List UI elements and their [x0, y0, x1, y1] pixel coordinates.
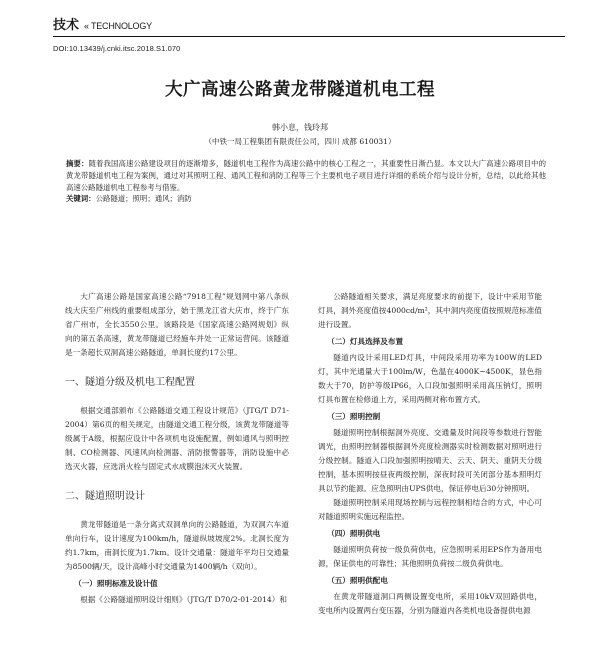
intro-paragraph: 大广高速公路是国家高速公路“7918工程”规划网中第八条纵线大庆至广州线的重要组成部分，始于黑龙江省大庆市，终于广东省广州市，全长3550公里。该路段是《国家高速公路网规划》纵向的第五条高速，黄龙带隧道已经施车并处一正常运营间。该隧道是一条超长双洞高速公路隧道，单洞长度约17公里。 — [65, 292, 289, 357]
body-column-right — [318, 290, 542, 618]
subsection-1-paragraph: 根据《公路隧道照明设计细则》（JTG/T D70/2-01-2014）和 — [80, 595, 287, 604]
subsection-5-paragraph: 在黄龙带隧道洞口两侧设置变电所，采用10kV双回路供电，变电所内设置两台变压器，分别为隧道内各类机电设备提供电源 — [318, 592, 542, 615]
subsection-heading-3: （三）照明控制 — [327, 412, 381, 421]
section-1-paragraph: 根据交通部颁布《公路隧道交通工程设计规范》（JTG/T D71-2004）第6页的相关规定，由隧道交通工程分级，该黄龙带隧道等级属于A级，根据应设计中各项机电设施配置，例如通风与照明控制、CO检测器、风速风向检测器、消防报警器等，消防设施中必选灭火器，应选消火栓与固定式水成膜泡沫灭火装置。 — [65, 406, 289, 471]
subsection-2-paragraph: 隧道内设计采用LED灯具，中间段采用功率为100W的LED灯，其中光通量大于100lm/W，色温在4000K~4500K，显色指数大于70，防护等级IP66，入口段加强照明采用高压钠灯，照明灯具布置在检修道上方，采用两侧对称布置方式。 — [318, 353, 542, 404]
doi[interactable]: DOI:10.13439/j.cnki.itsc.2018.S1.070 — [53, 44, 181, 53]
keywords-label: 关键词： — [66, 194, 96, 203]
subsection-heading-2: （二）灯具选择及布置 — [327, 337, 404, 346]
subsection-4-paragraph: 隧道照明负荷按一级负荷供电，应急照明采用EPS作为备用电源，保证供电的可靠性；其他照明负荷按二级负荷供电。 — [318, 545, 542, 568]
section-heading-1: 一、隧道分级及机电工程配置 — [65, 377, 195, 388]
keywords-text: 公路隧道；照明；通风；消防 — [95, 194, 192, 203]
subsection-3-paragraph: 隧道照明控制根据洞外亮度、交通量及时间段等参数进行智能调光，由照明控制器根据洞外亮度检测器实时检测数据对照明进行分级控制。隧道入口段加强照明按晴天、云天、阴天、重阴天分级控制，基本照明按昼夜两级控制，深夜时段可关闭部分基本照明灯具以节约能源。应急照明由UPS供电，保证停电后30分钟照明。 — [318, 428, 542, 493]
abstract-label: 摘要： — [66, 159, 89, 168]
header-rule — [53, 36, 565, 37]
subsection-heading-4: （四）照明供电 — [327, 529, 381, 538]
body-column-left — [65, 290, 289, 607]
abstract — [66, 158, 546, 194]
abstract-text: 随着我国高速公路建设项目的逐渐增多，隧道机电工程作为高速公路中的核心工程之一，其重要性日渐凸显。本文以大广高速公路项目中的黄龙带隧道机电工程为案例，通过对其照明工程、通风工程和消防工程等三个主要机电子项目进行详细的系统介绍与设计分析，总结，以此给其他高速公路隧道机电工程参考与借鉴。 — [66, 159, 546, 192]
article-authors: 韩小息，钱玲邦 — [272, 123, 328, 132]
article-affiliation: （中铁一局工程集团有限责任公司，四川 成都 610031） — [204, 137, 396, 146]
subsection-heading-5: （五）照明供配电 — [327, 576, 388, 585]
section-2-paragraph: 黄龙带隧道是一条分离式双洞单向的公路隧道，为双洞六车道单向行车，设计速度为100km/h，隧道纵坡坡度2%。北洞长度为约1.7km，南洞长度为1.7km。设计交通量：隧道年平均日交通量为8500辆/天，设计高峰小时交通量为1400辆/h（双向）。 — [65, 520, 289, 571]
journal-header — [53, 18, 565, 34]
section-heading-2: 二、隧道照明设计 — [65, 491, 145, 502]
subsection-heading-1: （一）照明标准及设计值 — [74, 579, 158, 588]
subsection-3-note: 隧道照明控制采用现场控制与远程控制相结合的方式，中心可对隧道照明实施远程监控。 — [318, 498, 542, 521]
continued-paragraph: 公路隧道相关要求，满足亮度要求的前提下，设计中采用节能灯具，洞外亮度值按4000cd/m²，其中洞内亮度值按照规范标准值进行设置。 — [318, 292, 542, 329]
article-title: 大广高速公路黄龙带隧道机电工程 — [165, 80, 435, 100]
keywords — [66, 193, 546, 204]
journal-subtitle: « TECHNOLOGY — [84, 21, 152, 31]
journal-category: 技术 — [53, 18, 80, 33]
